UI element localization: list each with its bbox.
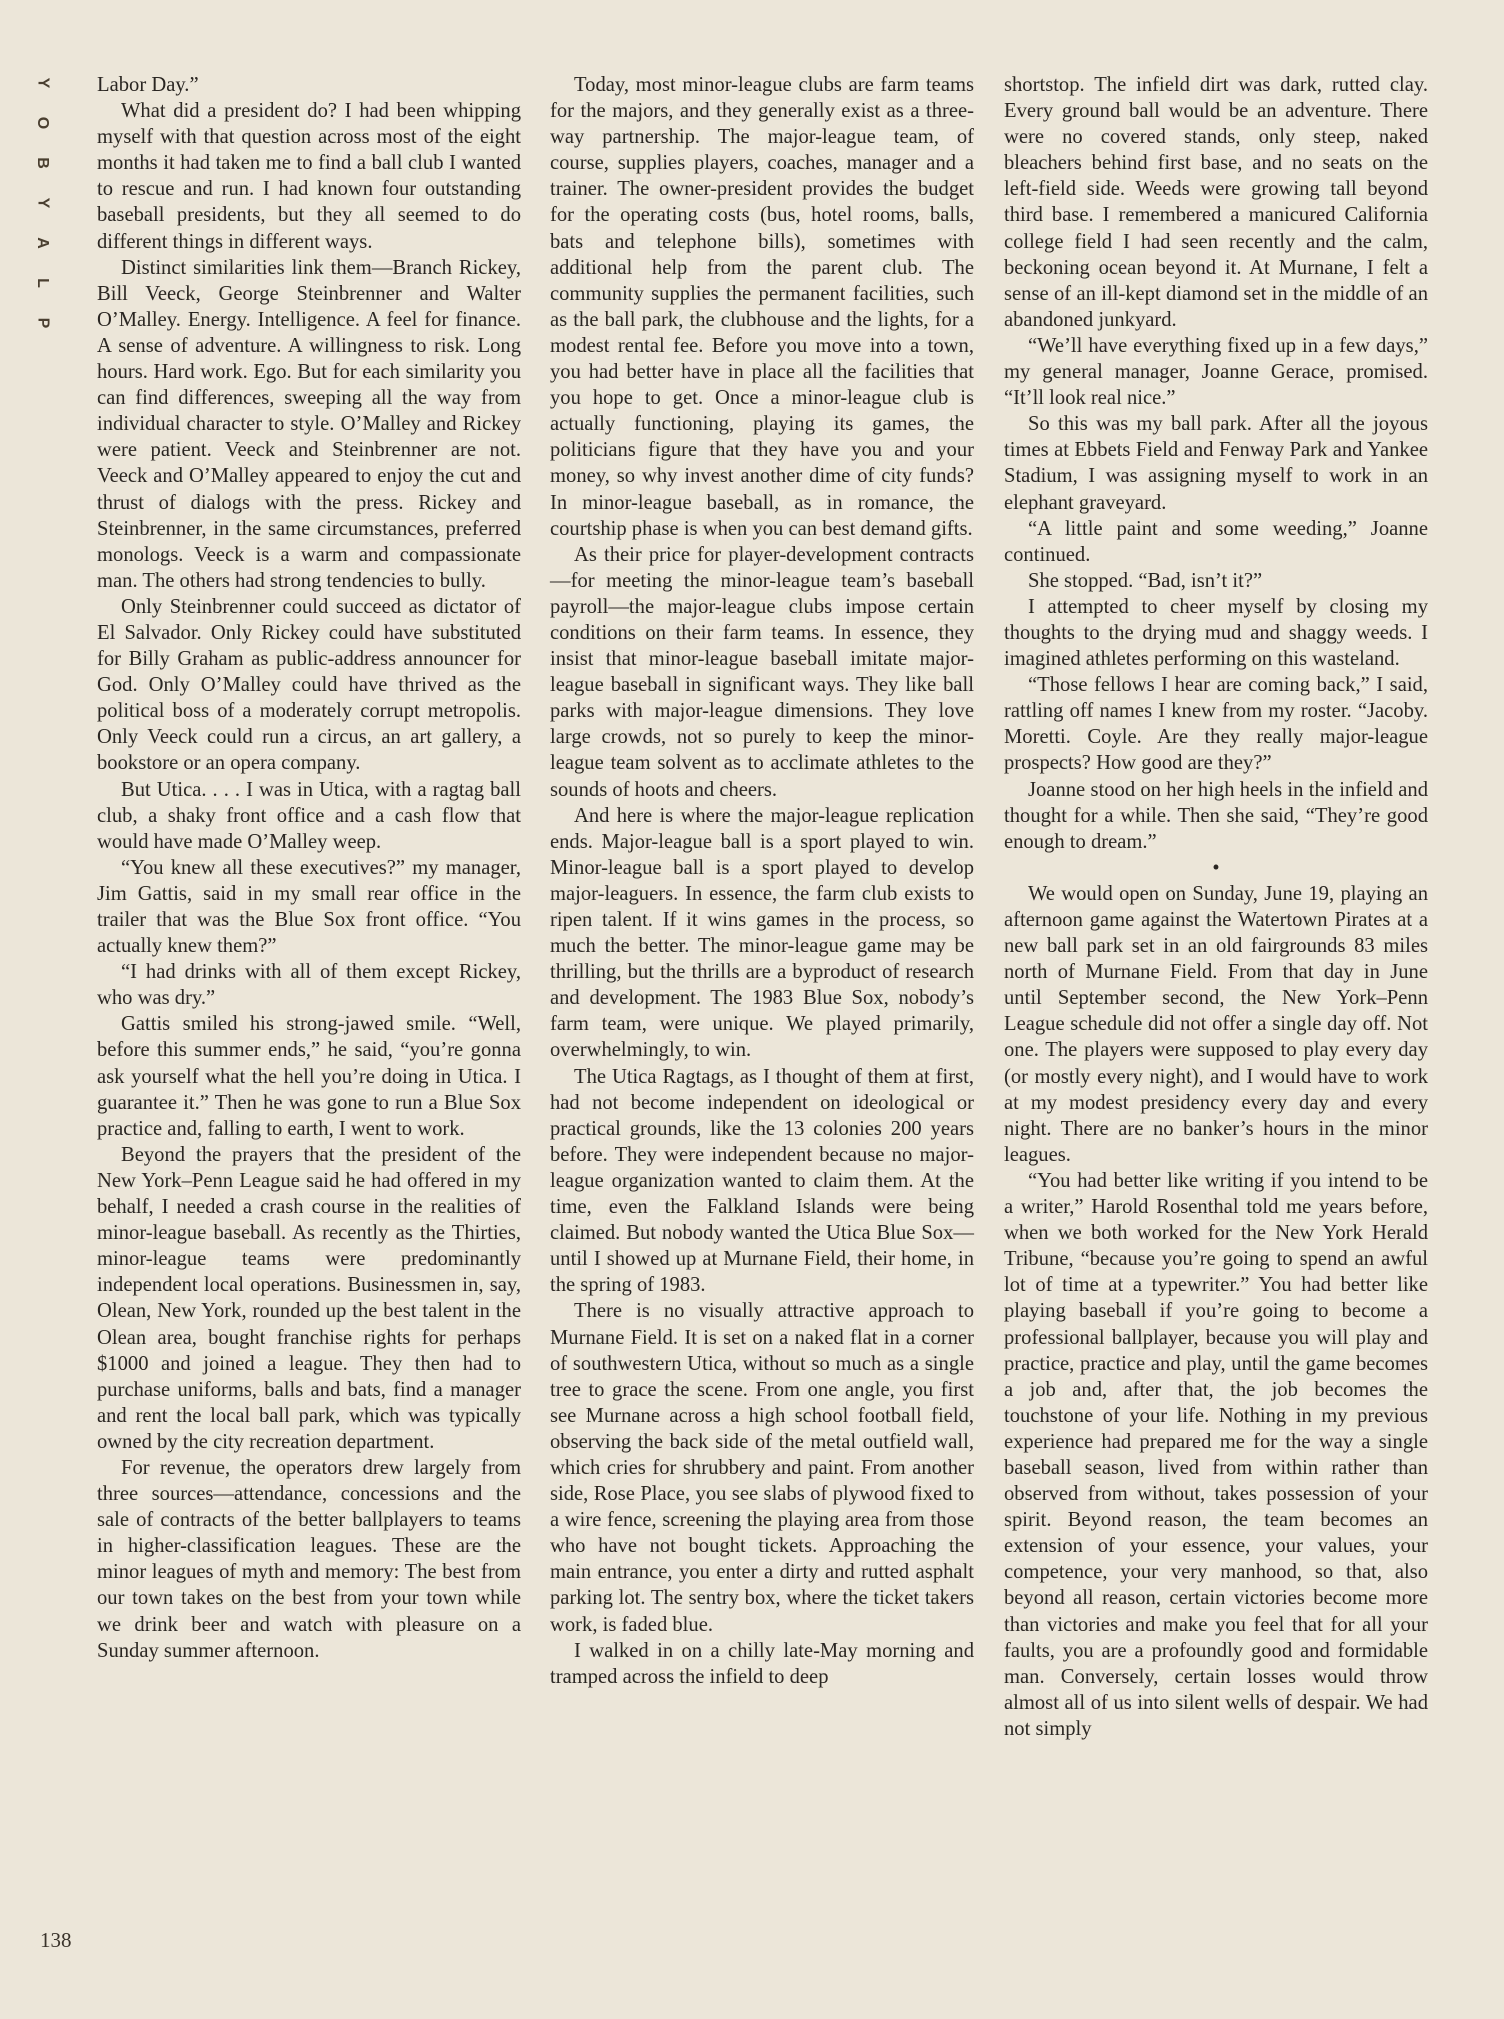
article-column-1 — [97, 72, 521, 1664]
paragraph: And here is where the major-league replication ends. Major-league ball is a sport played to win. Minor-league ball is a sport played to develop major-leaguers. In essence, the farm club exists to ripen talent. If it wins games in the process, so much the better. The minor-league game may be thrilling, but the thrills are a byproduct of research and development. The 1983 Blue Sox, nobody’s farm team, were unique. We played primarily, overwhelmingly, to win. — [550, 804, 974, 1062]
paragraph: But Utica. . . . I was in Utica, with a ragtag ball club, a shaky front office and a cash flow that would have made O’Malley weep. — [97, 778, 521, 853]
masthead-letter: Y — [33, 77, 51, 89]
paragraph: As their price for player-development contracts—for meeting the minor-league team’s baseball payroll—the major-league clubs impose certain conditions on their farm teams. In essence, they insist that minor-league baseball imitate major-league baseball in significant ways. They like ball parks with major-league dimensions. They love large crowds, not so purely to keep the minor-league team solvent as to acclimate athletes to the sounds of hoots and cheers. — [550, 543, 974, 801]
masthead-letter: P — [33, 317, 51, 329]
masthead — [30, 75, 54, 355]
paragraph: “A little paint and some weeding,” Joanne continued. — [1004, 517, 1428, 566]
paragraph: Only Steinbrenner could succeed as dictator of El Salvador. Only Rickey could have substituted for Billy Graham as public-address announcer for God. Only O’Malley could have thrived as the political boss of a moderately corrupt metropolis. Only Veeck could run a circus, an art gallery, a bookstore or an opera company. — [97, 595, 521, 775]
paragraph: The Utica Ragtags, as I thought of them at first, had not become independent on ideological or practical grounds, like the 13 colonies 200 years before. They were independent because no major-league organization wanted to claim them. At the time, even the Falkland Islands were being claimed. But nobody wanted the Utica Blue Sox—until I showed up at Murnane Field, their home, in the spring of 1983. — [550, 1065, 974, 1297]
paragraph: Joanne stood on her high heels in the infield and thought for a while. Then she said, “They’re good enough to dream.” — [1004, 778, 1428, 853]
article-column-3 — [1004, 72, 1428, 1742]
paragraph: shortstop. The infield dirt was dark, rutted clay. Every ground ball would be an adventure. There were no covered stands, only steep, naked bleachers behind first base, and no seats on the left-field side. Weeds were growing tall beyond third base. I remembered a manicured California college field I had seen recently and the calm, beckoning ocean beyond it. At Murnane, I felt a sense of an ill-kept diamond set in the middle of an abandoned junkyard. — [1004, 74, 1428, 331]
paragraph: “We’ll have everything fixed up in a few days,” my general manager, Joanne Gerace, promised. “It’ll look real nice.” — [1004, 334, 1428, 410]
masthead-letter: L — [34, 278, 51, 288]
paragraph: For revenue, the operators drew largely from three sources—attendance, concessions and the sale of contracts of the better ballplayers to teams in higher-classification leagues. These are the minor leagues of myth and memory: The best from our town takes on the best from your town while we drink beer and watch with pleasure on a Sunday summer afternoon. — [97, 1456, 521, 1662]
masthead-letter: B — [34, 157, 51, 169]
paragraph: Labor Day.” — [97, 74, 199, 96]
masthead-letter: A — [34, 237, 51, 249]
paragraph: I walked in on a chilly late-May morning and tramped across the infield to deep — [550, 1639, 974, 1688]
paragraph: Gattis smiled his strong-jawed smile. “Well, before this summer ends,” he said, “you’re gonna ask yourself what the hell you’re doing in Utica. I guarantee it.” Then he was gone to run a Blue Sox practice and, falling to earth, I went to work. — [97, 1013, 521, 1140]
paragraph: So this was my ball park. After all the joyous times at Ebbets Field and Fenway Park and Yankee Stadium, I was assigning myself to work in an elephant graveyard. — [1004, 413, 1428, 514]
masthead-letter: O — [33, 116, 51, 130]
paragraph: “You knew all these executives?” my manager, Jim Gattis, said in my small rear office in the trailer that was the Blue Sox front office. “You actually knew them?” — [97, 856, 521, 958]
paragraph: Beyond the prayers that the president of the New York–Penn League said he had offered in my behalf, I needed a crash course in the realities of minor-league baseball. As recently as the Thirties, minor-league teams were predominantly independent local operations. Businessmen in, say, Olean, New York, rounded up the best talent in the Olean area, bought franchise rights for perhaps $1000 and joined a league. They then had to purchase uniforms, balls and bats, find a manager and rent the local ball park, which was typically owned by the city recreation department. — [97, 1143, 521, 1453]
page-number: 138 — [40, 1928, 72, 1952]
paragraph: She stopped. “Bad, isn’t it?” — [1028, 569, 1263, 592]
paragraph: “I had drinks with all of them except Rickey, who was dry.” — [97, 961, 521, 1010]
section-break-bullet: • — [1212, 856, 1220, 879]
paragraph: Today, most minor-league clubs are farm teams for the majors, and they generally exist as a three-way partnership. The major-league team, of course, supplies players, coaches, manager and a trainer. The owner-president provides the budget for the operating costs (bus, hotel rooms, balls, bats and telephone bills), sometimes with additional help from the parent club. The community supplies the permanent facilities, such as the ball park, the clubhouse and the lights, for a modest rental fee. Before you move into a town, you had better have in place all the facilities that you hope to get. Once a minor-league club is actually functioning, playing its games, the politicians figure that they have you and your money, so why invest another dime of city funds? In minor-league baseball, as in romance, the courtship phase is when you can best demand gifts. — [550, 74, 974, 540]
paragraph: “Those fellows I hear are coming back,” I said, rattling off names I knew from my roster. “Jacoby. Moretti. Coyle. Are they really major-league prospects? How good are they?” — [1004, 674, 1428, 775]
article-column-2 — [550, 72, 974, 1690]
paragraph: What did a president do? I had been whipping myself with that question across most of the eight months it had taken me to find a ball club I wanted to rescue and run. I had known four outstanding baseball presidents, but they all seemed to do different things in different ways. — [97, 100, 521, 253]
paragraph: We would open on Sunday, June 19, playing an afternoon game against the Watertown Pirates at a new ball park set in an old fairgrounds 83 miles north of Murnane Field. From that day in June until September second, the New York–Penn League schedule did not offer a single day off. Not one. The players were supposed to play every day (or mostly every night), and I would have to work at my modest presidency every day and every night. There are no banker’s hours in the minor leagues. — [1004, 882, 1428, 1166]
paragraph: There is no visually attractive approach to Murnane Field. It is set on a naked flat in a corner of southwestern Utica, without so much as a single tree to grace the scene. From one angle, you first see Murnane across a high school football field, observing the back side of the metal outfield wall, which cries for shrubbery and paint. From another side, Rose Place, you see slabs of plywood fixed to a wire fence, screening the playing area from those who have not bought tickets. Approaching the main entrance, you enter a dirty and rutted asphalt parking lot. The sentry box, where the ticket takers work, is faded blue. — [550, 1300, 974, 1636]
paragraph: I attempted to cheer myself by closing my thoughts to the drying mud and shaggy weeds. I imagined athletes performing on this wasteland. — [1004, 595, 1428, 671]
masthead-letter: Y — [33, 197, 51, 209]
paragraph: Distinct similarities link them—Branch Rickey, Bill Veeck, George Steinbrenner and Walter O’Malley. Energy. Intelligence. A feel for finance. A sense of adventure. A willingness to risk. Long hours. Hard work. Ego. But for each similarity you can find differences, sweeping all the way from individual character to style. O’Malley and Rickey were patient. Veeck and Steinbrenner are not. Veeck and O’Malley appeared to enjoy the cut and thrust of dialogs with the press. Rickey and Steinbrenner, in the same circumstances, preferred monologs. Veeck is a warm and compassionate man. The others had strong tendencies to bully. — [97, 256, 521, 592]
paragraph: “You had better like writing if you intend to be a writer,” Harold Rosenthal told me years before, when we both worked for the New York Herald Tribune, “because you’re going to spend an awful lot of time at a typewriter.” You had better like playing baseball if you’re going to become a professional ballplayer, because you will play and practice, practice and play, until the game becomes a job and, after that, the job becomes the touchstone of your life. Nothing in my previous experience had prepared me for the way a single baseball season, lived from within rather than observed from without, takes possession of your spirit. Beyond reason, the team becomes an extension of your essence, your values, your competence, your very manhood, so that, also beyond all reason, certain victories become more than victories and make you feel that for all your faults, you are a profoundly good and formidable man. Conversely, certain losses would throw almost all of us into silent wells of despair. We had not simply — [1004, 1169, 1428, 1740]
